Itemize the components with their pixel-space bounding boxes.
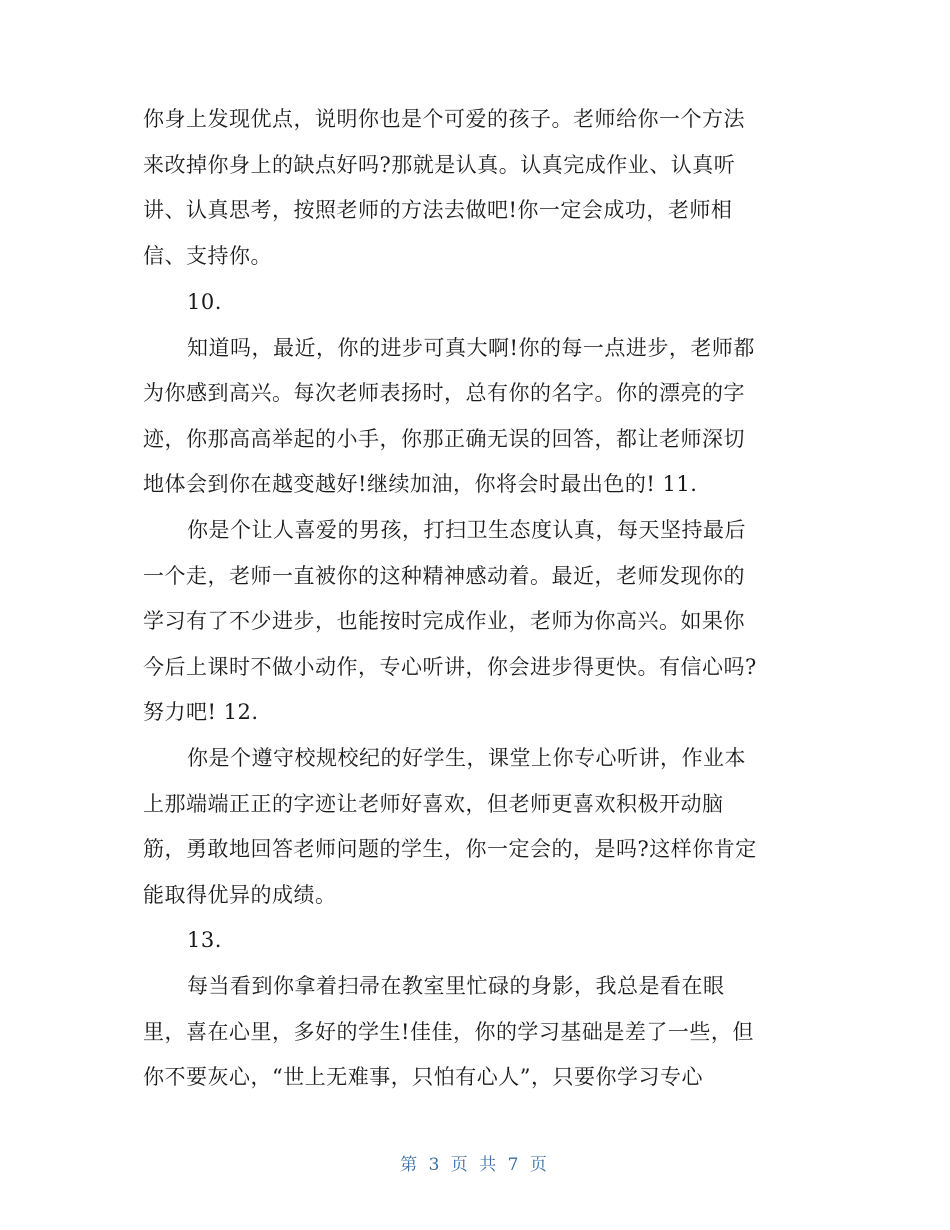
text-line: 地体会到你在越变越好!继续加油，你将会时最出色的! 11. xyxy=(143,472,698,496)
text-line: 你身上发现优点，说明你也是个可爱的孩子。老师给你一个方法 xyxy=(143,107,745,131)
text-line: 每当看到你拿着扫帚在教室里忙碌的身影，我总是看在眼 xyxy=(187,974,725,998)
text-line: 里，喜在心里，多好的学生!佳佳，你的学习基础是差了一些，但 xyxy=(143,1020,754,1044)
text-line: 筋，勇敢地回答老师问题的学生，你一定会的，是吗?这样你肯定 xyxy=(143,837,757,861)
text-line: 努力吧! 12. xyxy=(143,700,259,724)
text-line: 来改掉你身上的缺点好吗?那就是认真。认真完成作业、认真听 xyxy=(143,153,736,177)
text-line: 知道吗，最近，你的进步可真大啊!你的每一点进步，老师都 xyxy=(187,336,755,360)
text-line: 讲、认真思考，按照老师的方法去做吧!你一定会成功，老师相 xyxy=(143,198,733,222)
text-line: 上那端端正正的字迹让老师好喜欢，但老师更喜欢积极开动脑 xyxy=(143,792,724,816)
text-line: 今后上课时不做小动作，专心听讲，你会进步得更快。有信心吗? xyxy=(143,655,757,679)
text-line: 迹，你那高高举起的小手，你那正确无误的回答，都让老师深切 xyxy=(143,427,745,451)
page-number-footer: 第 3 页 共 7 页 xyxy=(400,1155,550,1175)
text-line: 能取得优异的成绩。 xyxy=(143,883,337,907)
text-line: 信、支持你。 xyxy=(143,244,272,268)
text-line: 为你感到高兴。每次老师表扬时，总有你的名字。你的漂亮的字 xyxy=(143,381,745,405)
section-number: 13. xyxy=(187,928,222,952)
text-line: 你是个遵守校规校纪的好学生，课堂上你专心听讲，作业本 xyxy=(187,746,746,770)
text-line: 你是个让人喜爱的男孩，打扫卫生态度认真，每天坚持最后 xyxy=(187,518,746,542)
text-line: 学习有了不少进步，也能按时完成作业，老师为你高兴。如果你 xyxy=(143,609,745,633)
text-line: 你不要灰心，“世上无难事，只怕有心人”，只要你学习专心 xyxy=(143,1065,703,1089)
section-number: 10. xyxy=(187,290,222,314)
text-line: 一个走，老师一直被你的这种精神感动着。最近，老师发现你的 xyxy=(143,564,745,588)
